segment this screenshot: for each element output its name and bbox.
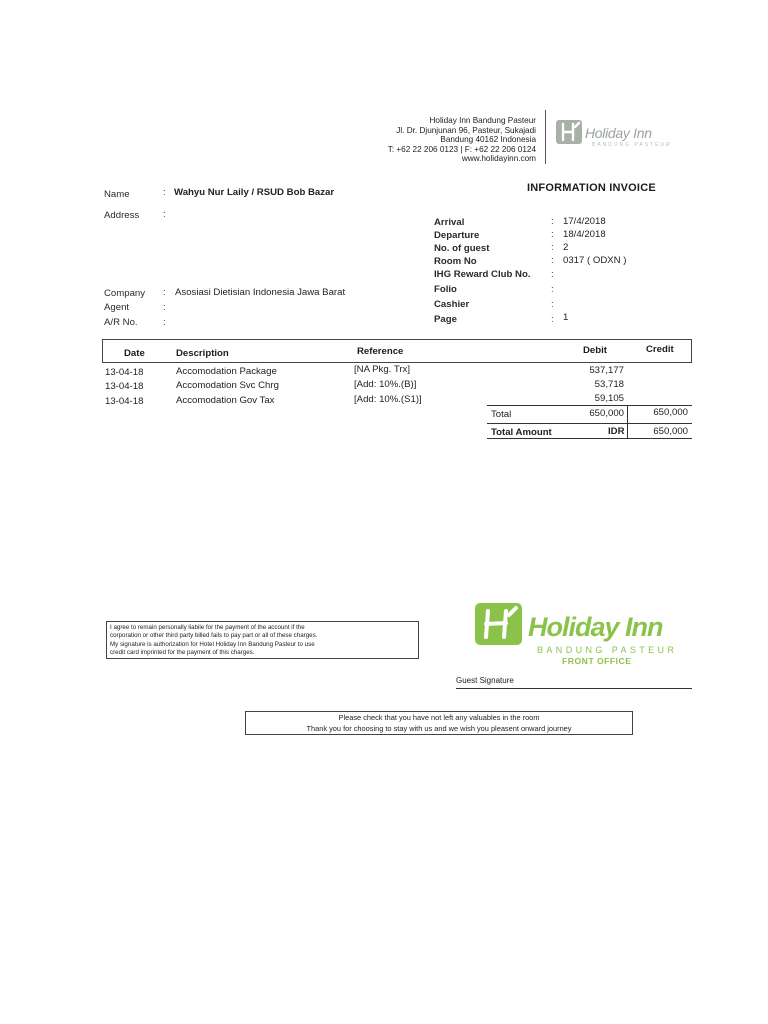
agreement-line-1: I agree to remain personally liabile for the payment of the account if the xyxy=(110,624,305,631)
address-label: Address xyxy=(104,210,140,221)
row-2-debit: 53,718 xyxy=(594,379,624,390)
invoice-title: INFORMATION INVOICE xyxy=(527,182,656,194)
guests-value: 2 xyxy=(563,242,569,253)
total-amount-label: Total Amount xyxy=(491,427,552,438)
total-amount: 650,000 xyxy=(653,426,688,437)
arrival-value: 17/4/2018 xyxy=(563,216,606,227)
cashier-label: Cashier xyxy=(434,299,470,310)
guest-name: Wahyu Nur Laily / RSUD Bob Bazar xyxy=(174,187,335,198)
row-1-reference: [NA Pkg. Trx] xyxy=(354,364,410,375)
th-debit: Debit xyxy=(583,345,607,356)
row-2-reference: [Add: 10%.(B)] xyxy=(354,379,417,390)
company-label: Company xyxy=(104,288,146,299)
name-colon: : xyxy=(163,187,166,198)
currency: IDR xyxy=(608,426,625,437)
departure-value: 18/4/2018 xyxy=(563,229,606,240)
total-credit: 650,000 xyxy=(653,407,688,418)
agreement-box xyxy=(106,621,419,659)
row-2-description: Accomodation Svc Chrg xyxy=(176,380,279,391)
notice-line-1: Please check that you have not left any valuables in the room xyxy=(338,713,540,722)
total-bottom-rule xyxy=(487,438,692,439)
header-logo-text: Holiday Inn xyxy=(585,125,652,141)
stamp-department: FRONT OFFICE xyxy=(562,656,632,666)
page-colon: : xyxy=(551,314,554,325)
holiday-inn-stamp-icon xyxy=(475,603,522,645)
row-3-reference: [Add: 10%.(S1)] xyxy=(354,394,422,405)
guests-label: No. of guest xyxy=(434,243,490,254)
row-1-debit: 537,177 xyxy=(589,365,624,376)
row-1-date: 13-04-18 xyxy=(105,367,144,378)
room-colon: : xyxy=(551,255,554,266)
room-label: Room No xyxy=(434,256,477,267)
notice-box xyxy=(245,711,633,735)
page-label: Page xyxy=(434,314,457,325)
guests-colon: : xyxy=(551,242,554,253)
th-credit: Credit xyxy=(646,344,674,355)
row-1-description: Accomodation Package xyxy=(176,366,277,377)
agreement-line-2: corporation or other third party billed fails to pay part or all of these charges. xyxy=(110,632,318,640)
ihg-colon: : xyxy=(551,269,554,280)
total-label: Total xyxy=(491,409,512,420)
notice-line-2: Thank you for choosing to stay with us and we wish you pleasent onward journey xyxy=(306,723,572,733)
departure-colon: : xyxy=(551,229,554,240)
agreement-line-3: My signature is authorization for Hotel Holiday Inn Bandung Pasteur to use xyxy=(110,640,315,648)
total-top-rule xyxy=(487,405,692,406)
departure-label: Departure xyxy=(434,230,480,241)
folio-label: Folio xyxy=(434,284,457,295)
ar-colon: : xyxy=(163,317,166,328)
name-label: Name xyxy=(104,189,130,200)
stamp-brand: Holiday Inn xyxy=(528,612,663,642)
arrival-label: Arrival xyxy=(434,217,465,228)
agent-label: Agent xyxy=(104,302,130,313)
header-divider xyxy=(545,110,546,164)
hotel-city: Bandung 40162 Indonesia xyxy=(440,135,536,145)
holiday-inn-logo-icon xyxy=(556,120,582,144)
arrival-colon: : xyxy=(551,216,554,227)
cashier-colon: : xyxy=(551,299,554,310)
th-reference: Reference xyxy=(357,346,404,357)
ar-label: A/R No. xyxy=(104,317,138,328)
agreement-line-4: credit card imprinted for the payment of this charges. xyxy=(110,649,255,657)
row-3-debit: 59,105 xyxy=(594,393,624,404)
row-3-date: 13-04-18 xyxy=(105,396,144,407)
stamp-location: BANDUNG PASTEUR xyxy=(537,645,678,655)
row-3-description: Accomodation Gov Tax xyxy=(176,395,275,406)
th-description: Description xyxy=(176,348,229,359)
header-logo-subtext: BANDUNG PASTEUR xyxy=(592,142,672,148)
row-2-date: 13-04-18 xyxy=(105,381,144,392)
signature-line[interactable] xyxy=(456,688,692,689)
ihg-label: IHG Reward Club No. xyxy=(434,269,531,280)
th-date: Date xyxy=(124,348,145,359)
total-debit: 650,000 xyxy=(589,408,624,419)
page-value: 1 xyxy=(563,312,569,323)
company-colon: : xyxy=(163,287,166,298)
agent-colon: : xyxy=(163,302,166,313)
total-mid-rule xyxy=(487,423,692,424)
guest-signature-label: Guest Signature xyxy=(456,676,514,685)
guest-company: Asosiasi Dietisian Indonesia Jawa Barat xyxy=(175,287,346,298)
hotel-website: www.holidayinn.com xyxy=(461,154,536,164)
hotel-street: Jl. Dr. Djunjunan 96, Pasteur, Sukajadi xyxy=(396,125,536,135)
hotel-phone: T: +62 22 206 0123 | F: +62 22 206 0124 xyxy=(387,144,536,154)
room-value: 0317 ( ODXN ) xyxy=(563,255,627,266)
address-colon: : xyxy=(163,209,166,220)
folio-colon: : xyxy=(551,284,554,295)
hotel-name: Holiday Inn Bandung Pasteur xyxy=(429,116,536,125)
hotel-address-block xyxy=(388,116,536,164)
